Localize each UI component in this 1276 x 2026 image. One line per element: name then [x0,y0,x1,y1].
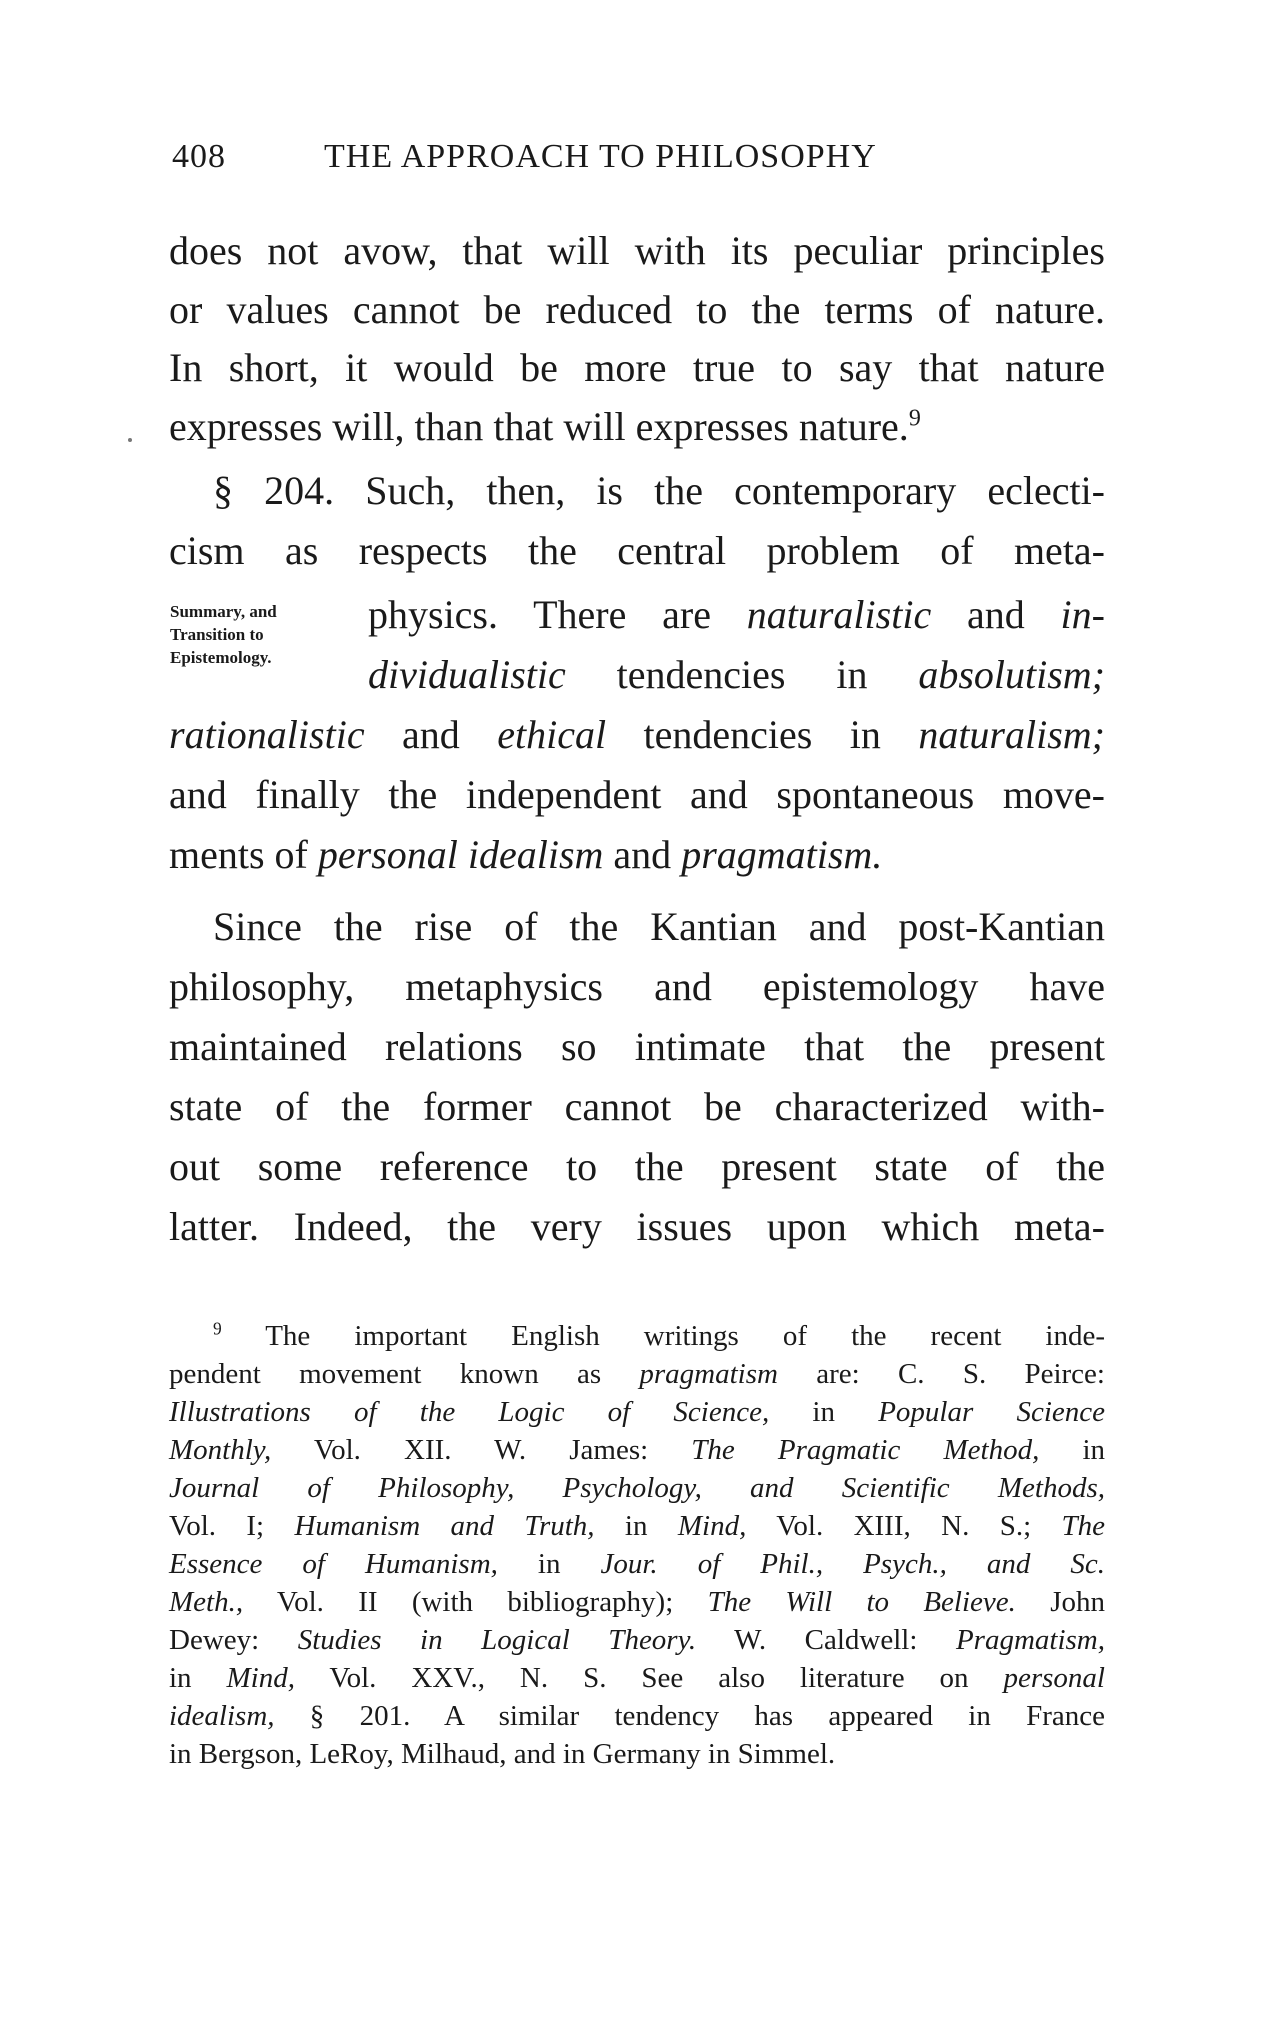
text-span: Vol. XIII, N. S.; [746,1510,1062,1542]
text-span: and [364,712,498,757]
text-span: in [1039,1434,1106,1466]
body-line-15: state of the former cannot be characterized with- [169,1084,1105,1129]
italic-span: Humanism and Truth, [294,1510,595,1542]
text-span: tendencies in [606,712,919,757]
footnote-line-9 [169,1622,1105,1658]
text-span: in [497,1548,601,1580]
text-span: and [603,832,682,877]
text-span: in [169,1662,227,1694]
italic-span: pragmatism. [681,832,883,877]
footnote-line-5 [169,1470,1105,1506]
italic-span: ethical [497,712,607,757]
italic-span: idealism, [169,1700,275,1732]
footnote-line-4 [169,1432,1105,1468]
body-line-10: and finally the independent and spontaneous move- [169,772,1105,817]
speck-mark [128,438,132,442]
text-span: W. Caldwell: [696,1624,956,1656]
footnote-line-8 [169,1584,1105,1620]
italic-span: Meth., [169,1586,244,1618]
running-title: THE APPROACH TO PHILOSOPHY [324,138,877,175]
body-line-16: out some reference to the present state of the [169,1144,1105,1189]
body-line-9 [169,706,1105,764]
body-line-14: maintained relations so intimate that the present [169,1024,1105,1069]
italic-span: Mind, [226,1662,295,1694]
italic-span: Journal of Philosophy, Psychology, and Scientific Methods, [169,1472,1105,1504]
italic-span: personal idealism [317,832,604,877]
text-span: Vol. II (with bibliography); [243,1586,708,1618]
footnote-marker: 9 [213,1318,222,1339]
text-span: The important English writings of the recent inde- [265,1320,1105,1352]
margin-note-line: Epistemology. [170,648,272,667]
text-span: Vol. I; [169,1510,295,1542]
italic-span: Pragmatism, [955,1624,1105,1656]
text-span: ments of [169,832,318,877]
italic-span: Jour. of Phil., Psych., and Sc. [600,1548,1105,1580]
body-line-2: or values cannot be reduced to the terms of nature. [169,287,1105,332]
italic-span: absolutism; [918,652,1105,697]
text-span: Dewey: [169,1624,298,1656]
footnote-line-6 [169,1508,1105,1544]
footnote-line-12: in Bergson, LeRoy, Milhaud, and in Germany in Simmel. [169,1738,836,1770]
italic-span: The [1061,1510,1106,1542]
italic-span: Monthly, [169,1434,272,1466]
body-line-7 [368,586,1105,644]
footnote-line-7 [169,1546,1105,1582]
footnote-line-1 [169,1318,1105,1354]
italic-span: pragmatism [639,1358,778,1390]
body-line-6: cism as respects the central problem of meta- [169,528,1105,573]
italic-span: The Pragmatic Method, [691,1434,1040,1466]
text-span: in [594,1510,678,1542]
italic-span: Mind, [677,1510,747,1542]
italic-span: rationalistic [169,712,365,757]
text-span: § 201. A similar tendency has appeared in France [274,1700,1105,1732]
text-span: physics. There are [368,592,747,637]
text-span: John [1015,1586,1105,1618]
italic-span: The Will to Believe. [707,1586,1016,1618]
body-line-11 [169,826,1105,884]
italic-span: naturalistic [746,592,932,637]
body-text: expresses will, than that will expresses nature. [169,404,909,449]
text-span: are: C. S. Peirce: [777,1358,1105,1390]
footnote-ref[interactable]: 9 [908,405,921,432]
body-line-13: philosophy, metaphysics and epistemology have [169,964,1105,1009]
italic-span: dividualistic [368,652,566,697]
italic-span: Illustrations of the Logic of Science, [169,1396,770,1428]
margin-note [170,600,350,669]
text-span: and [931,592,1061,637]
body-line-3: In short, it would be more true to say that nature [169,345,1105,390]
text-span: in [769,1396,879,1428]
italic-span: Popular Science [878,1396,1105,1428]
body-line-8 [368,646,1105,704]
text-span: tendencies in [565,652,919,697]
footnote-line-2 [169,1356,1105,1392]
text-span: Vol. XII. W. James: [271,1434,692,1466]
footnote-line-11 [169,1698,1105,1734]
italic-span: Essence of Humanism, [169,1548,498,1580]
footnote-line-10 [169,1660,1105,1696]
body-line-4 [169,398,1105,456]
italic-span: naturalism; [918,712,1105,757]
italic-span: Studies in Logical Theory. [297,1624,697,1656]
page-number: 408 [172,138,226,175]
text-span: Vol. XXV., N. S. See also literature on [294,1662,1004,1694]
italic-span: personal [1003,1662,1105,1694]
page-header [172,138,1092,186]
body-line-5: § 204. Such, then, is the contemporary eclecti- [213,468,1105,513]
footnote-line-3 [169,1394,1105,1430]
body-line-1: does not avow, that will with its peculiar principles [169,228,1105,273]
italic-span: in- [1060,592,1105,637]
margin-note-line: Transition to [170,625,264,644]
body-line-17: latter. Indeed, the very issues upon which meta- [169,1204,1105,1249]
body-line-12: Since the rise of the Kantian and post-Kantian [213,904,1105,949]
text-span: pendent movement known as [169,1358,640,1390]
margin-note-line: Summary, and [170,602,277,621]
